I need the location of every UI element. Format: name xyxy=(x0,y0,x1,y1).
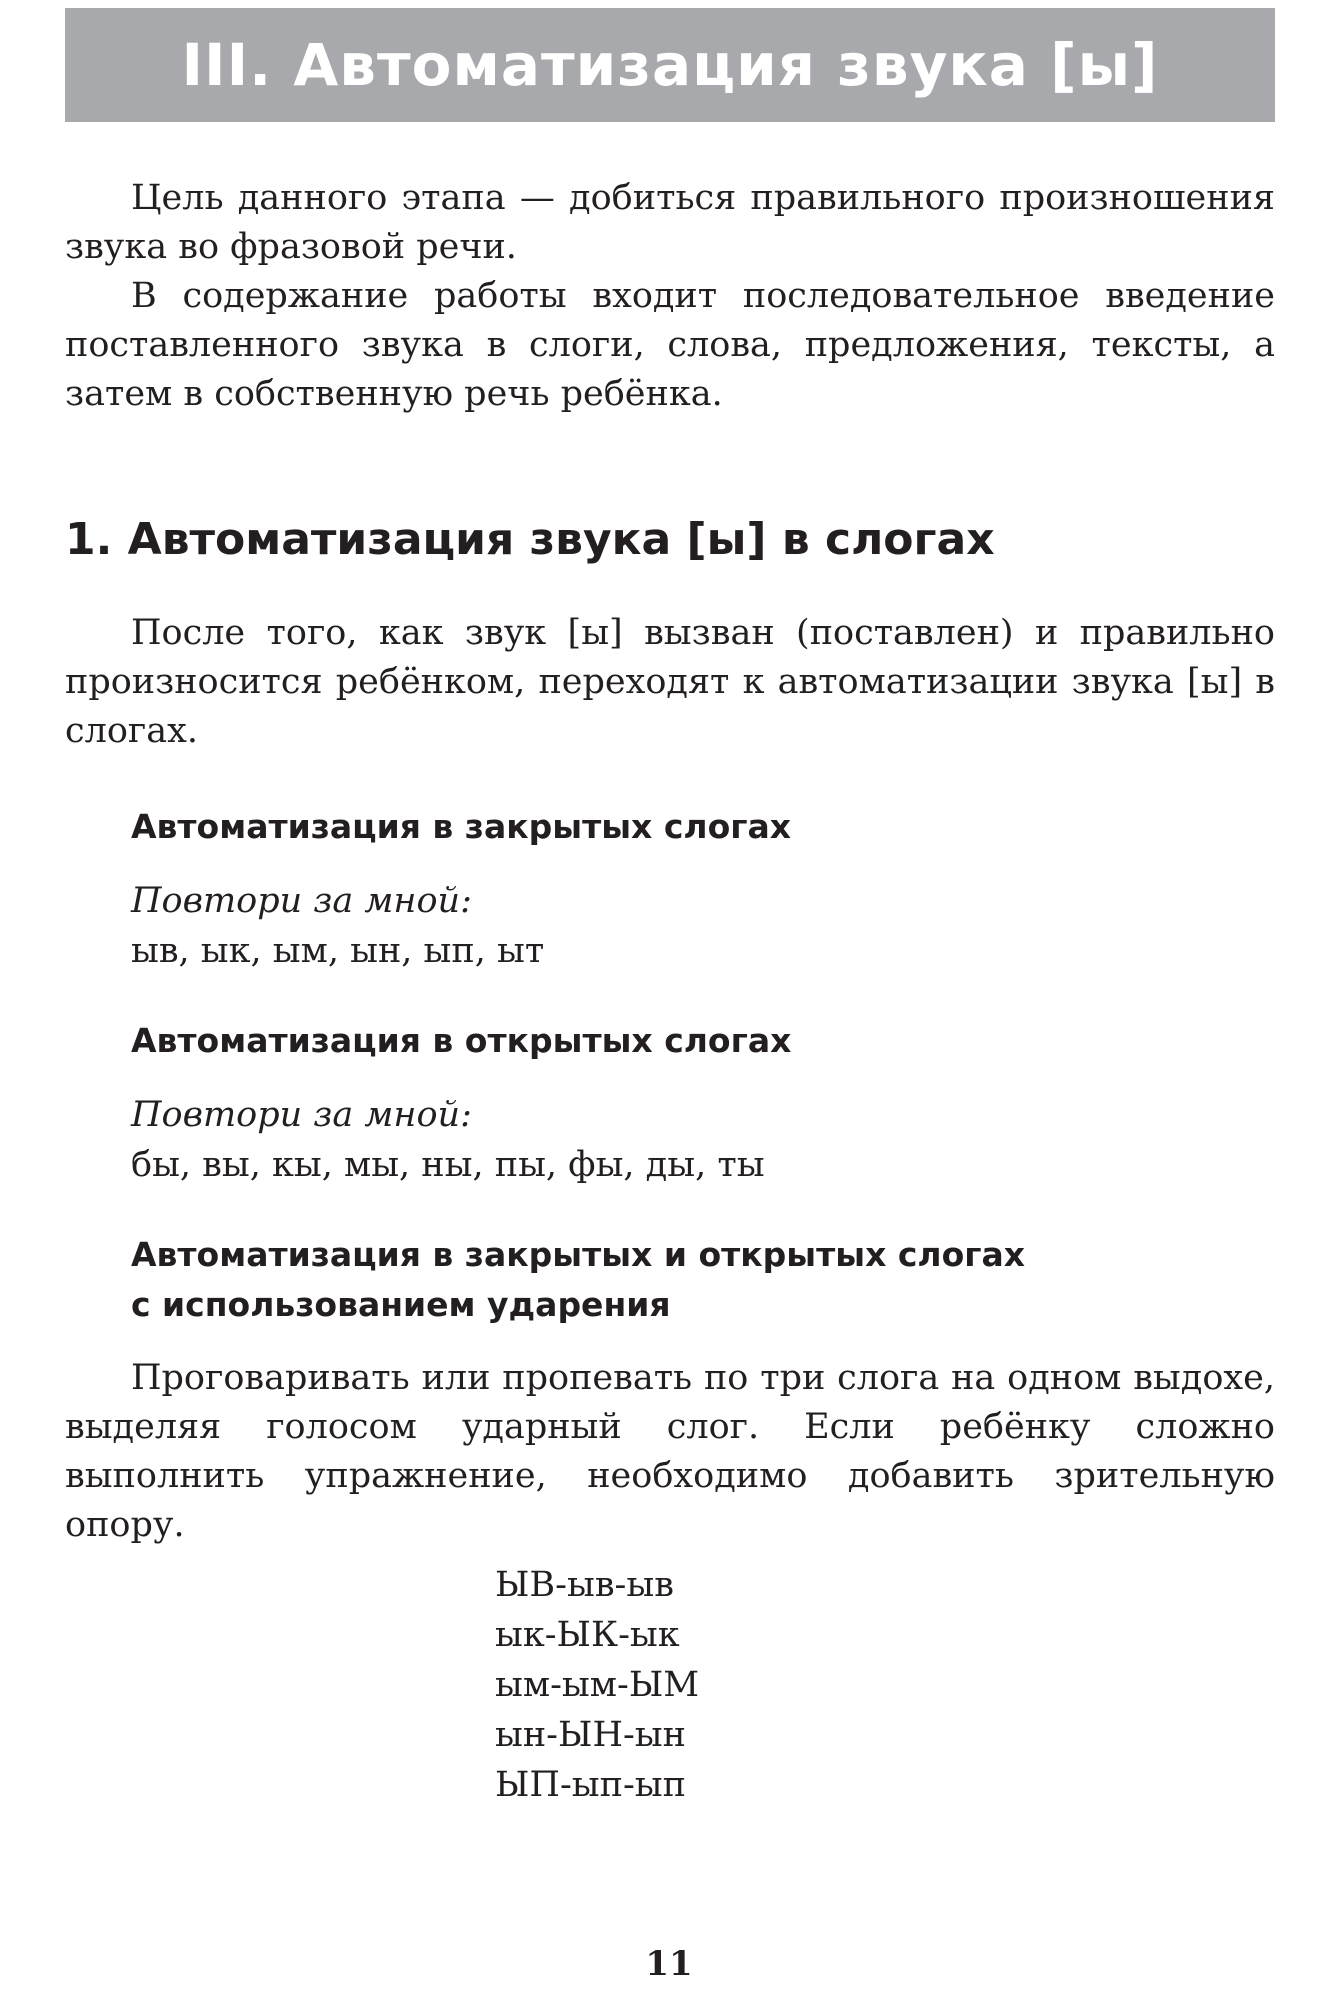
stress-heading-line-2: с использованием ударения xyxy=(131,1285,671,1324)
page-number: 11 xyxy=(645,1944,693,1984)
stress-syllable-item: ын-ЫН-ын xyxy=(495,1715,686,1755)
page xyxy=(65,8,1275,1810)
closed-syllables-heading: Автоматизация в закрытых слогах xyxy=(131,807,792,846)
stress-instructions-paragraph: Проговаривать или пропевать по три слога на одном выдохе, выделяя голосом ударный слог. Если ребёнку сложно выполнить упражнение, необходимо добавить зрительную опору. xyxy=(65,1358,1275,1545)
stress-heading-line-1: Автоматизация в закрытых и открытых слогах xyxy=(131,1235,1026,1274)
stress-syllable-item: ык-ЫК-ык xyxy=(495,1615,680,1655)
stress-syllable-list xyxy=(495,1560,1275,1810)
stress-syllables-heading xyxy=(131,1230,1275,1330)
intro-paragraph-2: В содержание работы входит последовательное введение поставленного звука в слоги, слова, предложения, тексты, а затем в собственную речь ребёнка. xyxy=(65,276,1275,414)
chapter-title: III. Автоматизация звука [ы] xyxy=(181,31,1159,99)
section-title: 1. Автоматизация звука [ы] в слогах xyxy=(65,514,995,565)
open-syllables-prompt: Повтори за мной: xyxy=(131,1095,472,1135)
stress-syllable-item: ЫВ-ыв-ыв xyxy=(495,1565,674,1605)
intro-paragraph-1: Цель данного этапа — добиться правильного произношения звука во фразовой речи. xyxy=(65,178,1275,267)
open-syllables-heading: Автоматизация в открытых слогах xyxy=(131,1021,792,1060)
section-intro-paragraph: После того, как звук [ы] вызван (поставлен) и правильно произносится ребёнком, переходят к автоматизации звука [ы] в слогах. xyxy=(65,613,1275,751)
stress-syllable-item: ым-ым-ЫМ xyxy=(495,1665,700,1705)
open-syllables-list: бы, вы, кы, мы, ны, пы, фы, ды, ты xyxy=(131,1145,765,1185)
chapter-header-bar xyxy=(65,8,1275,122)
closed-syllables-list: ыв, ык, ым, ын, ып, ыт xyxy=(131,931,545,971)
closed-syllables-prompt: Повтори за мной: xyxy=(131,881,472,921)
stress-syllable-item: ЫП-ып-ып xyxy=(495,1765,686,1805)
